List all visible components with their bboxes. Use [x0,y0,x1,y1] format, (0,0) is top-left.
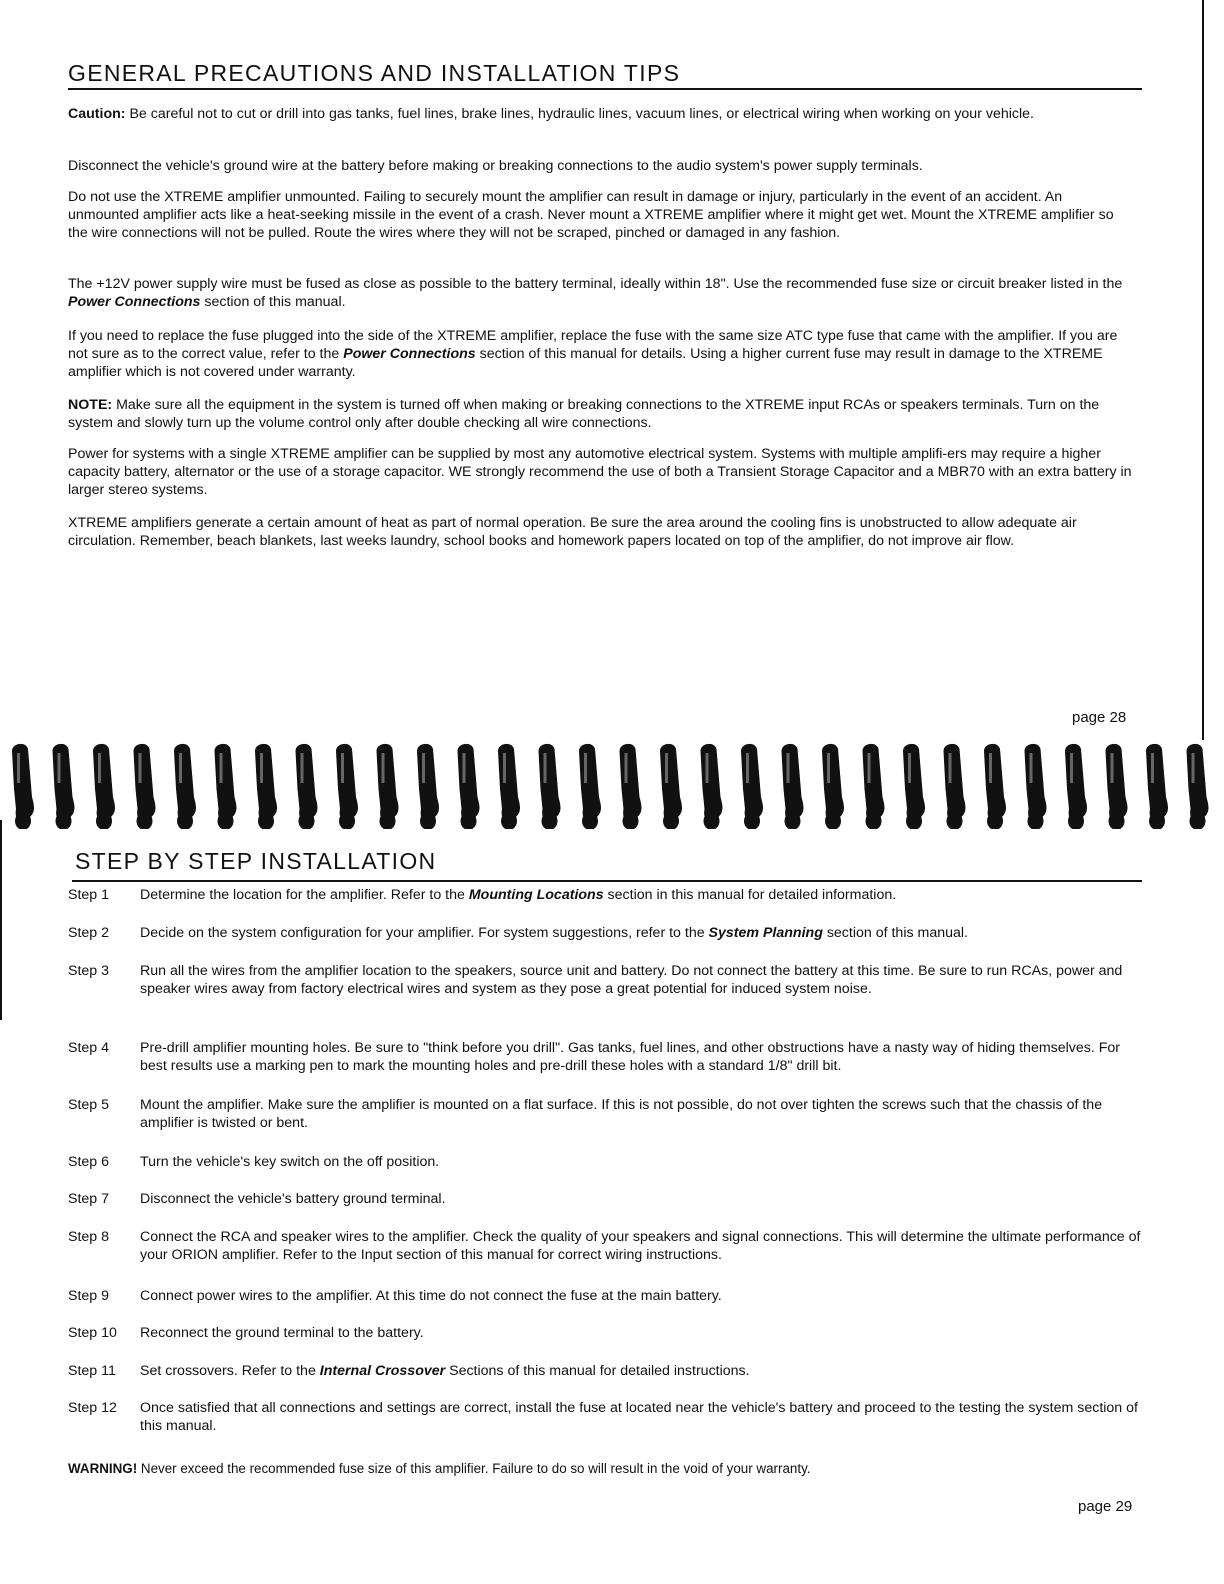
step-text-pre: Set crossovers. Refer to the [140,1363,320,1379]
spiral-coil [53,744,75,829]
step-text [140,924,1145,942]
step-text [140,1096,1145,1132]
spiral-coil [579,744,601,829]
power-connections-ref: Power Connections [68,294,201,310]
spiral-coil [660,744,682,829]
fuse-text-b: section of this manual. [200,294,346,310]
step-label: Step 5 [68,1097,110,1113]
spiral-coil [215,744,237,829]
spiral-coil [984,744,1006,829]
page-number-28: page 28 [1072,709,1127,726]
step-label: Step 11 [68,1363,116,1379]
spiral-coil [944,744,966,829]
spiral-coil [1025,744,1047,829]
heat-paragraph: XTREME amplifiers generate a certain amount of heat as part of normal operation. Be sure the area around the cooling fins is unobstructed to allow adequate air circulation. Remember, beach blankets, last weeks laundry, school books and homework papers located on top of the amplifier, do not improve air flow. [68,515,1077,549]
step-text-pre: Turn the vehicle's key switch on the off position. [140,1154,440,1170]
fuse-text-a: The +12V power supply wire must be fused as close as possible to the battery terminal, ideally within 18". Use the recommended fuse size or circuit breaker listed in the [68,276,1123,292]
note-text: Make sure all the equipment in the system is turned off when making or breaking connections to the XTREME input RCAs or speakers terminals. Turn on the system and slowly turn up the volume control only after double checking all wire connections. [68,397,1100,431]
step-label: Step 9 [68,1288,110,1304]
power-connections-ref-2: Power Connections [343,346,476,362]
spiral-coil [782,744,804,829]
spiral-coil [498,744,520,829]
replace-fuse-paragraph [68,327,1136,381]
fuse-paragraph [68,275,1136,311]
step-text-pre: Disconnect the vehicle's battery ground terminal. [140,1191,446,1207]
spiral-coil [741,744,763,829]
spiral-coil [1187,744,1209,829]
step-label: Step 3 [68,963,110,979]
page-edge-line [1202,0,1204,740]
step-text [140,1190,1145,1208]
spiral-binding [0,737,1224,829]
warning-label: WARNING! [68,1461,138,1476]
page-title-general-precautions: GENERAL PRECAUTIONS AND INSTALLATION TIPS [68,60,681,86]
note-label: NOTE: [68,397,113,413]
step-text [140,962,1145,998]
disconnect-paragraph: Disconnect the vehicle's ground wire at the battery before making or breaking connections to the audio system's power supply terminals. [68,158,923,174]
step-label: Step 7 [68,1191,110,1207]
replace-text-a: If you need to replace the fuse plugged into the side of the XTREME amplifier, replace the fuse with the same size ATC type fuse that came with the amplifier. If you are not sure as to the correct value, refer to the [68,328,1118,362]
step-text-pre: Decide on the system configuration for your amplifier. For system suggestions, refer to the [140,925,709,941]
step-label: Step 1 [68,887,110,903]
spiral-coil [296,744,318,829]
caution-paragraph [68,105,1136,123]
spiral-coil [539,744,561,829]
spiral-coil [1106,744,1128,829]
warning-text: Never exceed the recommended fuse size of this amplifier. Failure to do so will result in the void of your warranty. [137,1461,811,1476]
step-text-pre: Determine the location for the amplifier. Refer to the [140,887,469,903]
spiral-coil [1065,744,1087,829]
power-paragraph: Power for systems with a single XTREME amplifier can be supplied by most any automotive electrical system. Systems with multiple amplifi-ers may require a higher capacity battery, alternator or the use of a storage capacitor. WE strongly recommend the use of both a Transient Storage Capacitor and a MBR70 with an extra battery in larger stereo systems. [68,446,1132,498]
spiral-coil [336,744,358,829]
step-text-pre: Connect power wires to the amplifier. At this time do not connect the fuse at the main battery. [140,1288,722,1304]
step-text-post: Sections of this manual for detailed instructions. [445,1363,750,1379]
step-text [140,1399,1145,1435]
caution-text: Be careful not to cut or drill into gas tanks, fuel lines, brake lines, hydraulic lines, vacuum lines, or electrical wiring when working on your vehicle. [125,106,1034,122]
spiral-coil [863,744,885,829]
step-text [140,1153,1145,1171]
spiral-coil [134,744,156,829]
step-text [140,1039,1145,1075]
spiral-coil [417,744,439,829]
step-section-ref: System Planning [708,925,823,941]
page-28 [0,0,1224,740]
step-text-pre: Once satisfied that all connections and settings are correct, install the fuse at located near the vehicle's battery and proceed to the testing the system section of this manual. [140,1400,1138,1434]
step-label: Step 2 [68,925,110,941]
title-rule [68,88,1142,90]
spiral-coil [377,744,399,829]
step-label: Step 4 [68,1040,110,1056]
step-text-post: section in this manual for detailed information. [603,887,897,903]
step-label: Step 10 [68,1325,117,1341]
note-paragraph [68,396,1136,432]
replace-text-b: section of this manual for details. Using a higher current fuse may result in damage to the XTREME amplifier which is not covered under warranty. [68,346,1103,380]
spiral-coil [1146,744,1168,829]
step-text-pre: Reconnect the ground terminal to the battery. [140,1325,424,1341]
step-text-pre: Run all the wires from the amplifier location to the speakers, source unit and battery. Do not connect the battery at this time. Be sure to run RCAs, power and speaker wires away from factory electrical wires and system as they pose a great potential for induced system noise. [140,963,1123,997]
spiral-coil [174,744,196,829]
title-rule-2 [72,880,1142,882]
step-section-ref: Internal Crossover [319,1363,446,1379]
mount-paragraph: Do not use the XTREME amplifier unmounted. Failing to securely mount the amplifier can result in damage or injury, particularly in the event of an accident. An unmounted amplifier acts like a heat-seeking missile in the event of a crash. Never mount a XTREME amplifier where it might get wet. Mount the XTREME amplifier so the wire connections will not be pulled. Route the wires where they will not be scraped, pinched or damaged in any fashion. [68,189,1114,241]
spiral-coil [255,744,277,829]
spiral-coil [12,744,34,829]
step-text [140,1287,1145,1305]
caution-label: Caution: [68,106,126,122]
step-label: Step 6 [68,1154,110,1170]
warning-paragraph [68,1460,1148,1478]
step-label: Step 8 [68,1229,110,1245]
spiral-coil [701,744,723,829]
step-section-ref: Mounting Locations [468,887,604,903]
spiral-coil [903,744,925,829]
step-text-pre: Connect the RCA and speaker wires to the amplifier. Check the quality of your speakers and signal connections. This will determine the ultimate performance of your ORION amplifier. Refer to the Input section of this manual for correct wiring instructions. [140,1229,1141,1263]
page-title-step-by-step: STEP BY STEP INSTALLATION [75,848,437,874]
page-number-29: page 29 [1078,1498,1133,1515]
spiral-coil [93,744,115,829]
spiral-coil [822,744,844,829]
spiral-coil [620,744,642,829]
step-text [140,1362,1145,1380]
step-label: Step 12 [68,1400,117,1416]
step-text [140,1324,1145,1342]
step-text-pre: Mount the amplifier. Make sure the amplifier is mounted on a flat surface. If this is not possible, do not over tighten the screws such that the chassis of the amplifier is twisted or bent. [140,1097,1103,1131]
step-text-pre: Pre-drill amplifier mounting holes. Be sure to "think before you drill". Gas tanks, fuel lines, and other obstructions have a nasty way of hiding themselves. For best results use a marking pen to mark the mounting holes and pre-drill these holes with a standard 1/8" drill bit. [140,1040,1121,1074]
spiral-coil [458,744,480,829]
step-text-post: section of this manual. [822,925,968,941]
step-text [140,886,1145,904]
step-text [140,1228,1145,1264]
